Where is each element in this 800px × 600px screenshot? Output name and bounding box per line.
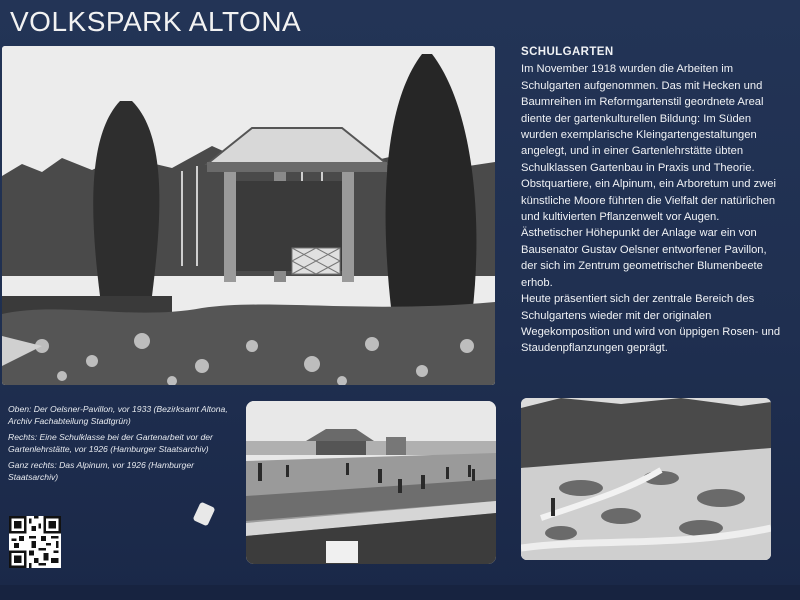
article-heading: SCHULGARTEN bbox=[521, 46, 614, 58]
board-title: VOLKSPARK ALTONA bbox=[10, 6, 302, 37]
article-paragraph: Heute präsentiert sich der zentrale Bereich des Schulgartens wieder mit der originalen Wegekomposition und wird von üppigen Rosen- und Staudenpflanzungen geprägt. bbox=[521, 293, 781, 355]
caption-right: Rechts: Eine Schulklasse bei der Gartenarbeit vor der Gartenlehrstätte, vor 1926 (Hamburger Staatsarchiv) bbox=[8, 432, 213, 454]
article-text bbox=[521, 44, 781, 357]
surface-scratch bbox=[193, 502, 216, 527]
school-class-photo bbox=[246, 401, 496, 564]
photo-captions bbox=[8, 404, 236, 489]
caption-far-right: Ganz rechts: Das Alpinum, vor 1926 (Hamburger Staatsarchiv) bbox=[8, 460, 194, 482]
board-bottom-edge bbox=[0, 585, 800, 600]
caption-top: Oben: Der Oelsner-Pavillon, vor 1933 (Bezirksamt Altona, Archiv Fachabteilung Stadtgrün) bbox=[8, 404, 228, 426]
qr-code[interactable] bbox=[9, 516, 61, 568]
pavilion-photo bbox=[2, 46, 495, 385]
article-paragraph: Im November 1918 wurden die Arbeiten im Schulgarten aufgenommen. Das mit Hecken und Baumreihen im Reformgartenstil geordnete Areal diente der gartenkulturellen Bildung: Im Süden wurden exemplarische Kleingartengestaltungen angelegt, und in einer Gartenlehrstätte übten Schulklassen Gartenbau in Praxis und Theorie. Obstquartiere, ein Alpinum, ein Arboretum und zwei künstliche Moore führten die Vielfalt der natürlichen und kultivierten Pflanzenwelt vor Augen. Ästhetischer Höhepunkt der Anlage war ein von Bausenator Gustav Oelsner entworfener Pavillon, der sich im Zentrum geometrischer Blumenbeete erhob. bbox=[521, 63, 776, 289]
alpinum-photo bbox=[521, 398, 771, 560]
